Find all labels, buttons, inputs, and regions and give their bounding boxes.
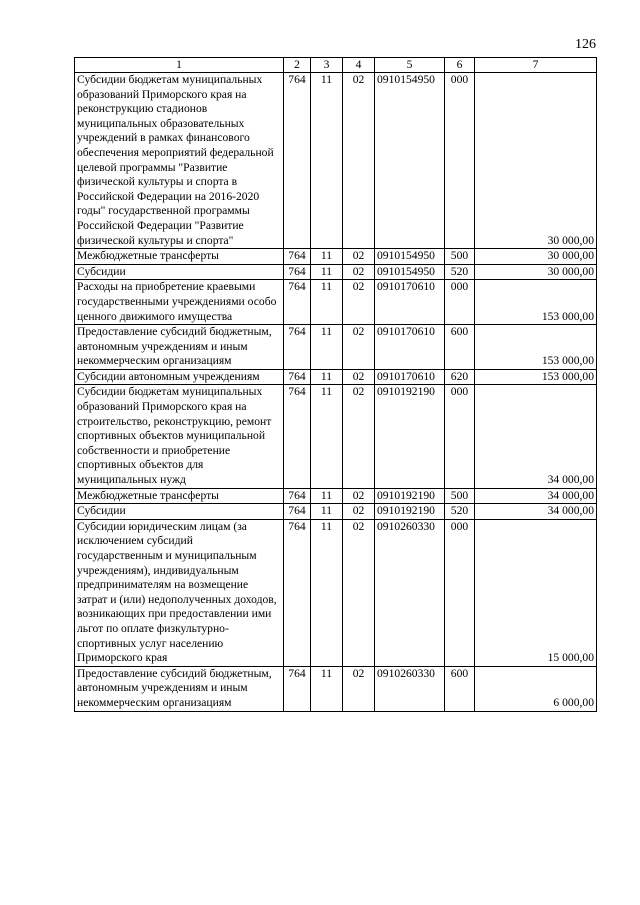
subsection-code-cell: 02 xyxy=(343,385,375,488)
table-row xyxy=(75,249,597,265)
amount-cell: 6 000,00 xyxy=(475,666,597,711)
ministry-code-cell: 764 xyxy=(284,369,311,385)
budget-table xyxy=(74,57,597,712)
table-row xyxy=(75,519,597,666)
column-header: 6 xyxy=(445,58,475,73)
table-row xyxy=(75,73,597,249)
item-name-cell: Субсидии xyxy=(75,504,284,520)
section-code-cell: 11 xyxy=(311,264,343,280)
expense-type-cell: 520 xyxy=(445,264,475,280)
expense-type-cell: 000 xyxy=(445,385,475,488)
subsection-code-cell: 02 xyxy=(343,369,375,385)
table-row xyxy=(75,504,597,520)
item-name-cell: Субсидии бюджетам муниципальных образований Приморского края на реконструкцию стадионов муниципальных образовательных учреждений в рамках финансового обеспечения мероприятий федеральной целевой программы "Развитие физической культуры и спорта в Российской Федерации на 2016-2020 годы" государственной программы Российской Федерации "Развитие физической культуры и спорта" xyxy=(75,73,284,249)
amount-cell: 30 000,00 xyxy=(475,73,597,249)
amount-cell: 34 000,00 xyxy=(475,385,597,488)
ministry-code-cell: 764 xyxy=(284,504,311,520)
target-article-cell: 0910260330 xyxy=(375,519,445,666)
column-header: 2 xyxy=(284,58,311,73)
target-article-cell: 0910192190 xyxy=(375,504,445,520)
item-name-cell: Субсидии бюджетам муниципальных образований Приморского края на строительство, реконструкцию, ремонт спортивных объектов муниципальной собственности и приобретение спортивных объектов для муниципальных нужд xyxy=(75,385,284,488)
item-name-cell: Предоставление субсидий бюджетным, автономным учреждениям и иным некоммерческим организациям xyxy=(75,666,284,711)
item-name-cell: Межбюджетные трансферты xyxy=(75,488,284,504)
amount-cell: 153 000,00 xyxy=(475,369,597,385)
section-code-cell: 11 xyxy=(311,249,343,265)
target-article-cell: 0910192190 xyxy=(375,488,445,504)
amount-cell: 34 000,00 xyxy=(475,488,597,504)
amount-cell: 34 000,00 xyxy=(475,504,597,520)
section-code-cell: 11 xyxy=(311,666,343,711)
ministry-code-cell: 764 xyxy=(284,325,311,370)
subsection-code-cell: 02 xyxy=(343,519,375,666)
section-code-cell: 11 xyxy=(311,280,343,325)
subsection-code-cell: 02 xyxy=(343,666,375,711)
ministry-code-cell: 764 xyxy=(284,666,311,711)
item-name-cell: Субсидии юридическим лицам (за исключением субсидий государственным и муниципальным учреждениям), индивидуальным предпринимателям на возмещение затрат и (или) недополученных доходов, возникающих при предоставлении ими льгот по оплате физкультурно-спортивных услуг населению Приморского края xyxy=(75,519,284,666)
expense-type-cell: 000 xyxy=(445,73,475,249)
subsection-code-cell: 02 xyxy=(343,280,375,325)
target-article-cell: 0910170610 xyxy=(375,325,445,370)
expense-type-cell: 520 xyxy=(445,504,475,520)
table-row xyxy=(75,280,597,325)
section-code-cell: 11 xyxy=(311,369,343,385)
item-name-cell: Субсидии автономным учреждениям xyxy=(75,369,284,385)
expense-type-cell: 600 xyxy=(445,325,475,370)
ministry-code-cell: 764 xyxy=(284,73,311,249)
column-header: 4 xyxy=(343,58,375,73)
item-name-cell: Субсидии xyxy=(75,264,284,280)
ministry-code-cell: 764 xyxy=(284,249,311,265)
column-header: 3 xyxy=(311,58,343,73)
table-row xyxy=(75,488,597,504)
table-row xyxy=(75,369,597,385)
subsection-code-cell: 02 xyxy=(343,488,375,504)
subsection-code-cell: 02 xyxy=(343,325,375,370)
target-article-cell: 0910260330 xyxy=(375,666,445,711)
target-article-cell: 0910170610 xyxy=(375,369,445,385)
section-code-cell: 11 xyxy=(311,488,343,504)
amount-cell: 153 000,00 xyxy=(475,325,597,370)
target-article-cell: 0910154950 xyxy=(375,73,445,249)
ministry-code-cell: 764 xyxy=(284,488,311,504)
table-row xyxy=(75,264,597,280)
ministry-code-cell: 764 xyxy=(284,385,311,488)
target-article-cell: 0910154950 xyxy=(375,264,445,280)
column-header: 1 xyxy=(75,58,284,73)
target-article-cell: 0910154950 xyxy=(375,249,445,265)
section-code-cell: 11 xyxy=(311,73,343,249)
subsection-code-cell: 02 xyxy=(343,264,375,280)
ministry-code-cell: 764 xyxy=(284,280,311,325)
expense-type-cell: 500 xyxy=(445,488,475,504)
section-code-cell: 11 xyxy=(311,385,343,488)
expense-type-cell: 000 xyxy=(445,280,475,325)
amount-cell: 30 000,00 xyxy=(475,249,597,265)
section-code-cell: 11 xyxy=(311,504,343,520)
amount-cell: 15 000,00 xyxy=(475,519,597,666)
amount-cell: 30 000,00 xyxy=(475,264,597,280)
amount-cell: 153 000,00 xyxy=(475,280,597,325)
target-article-cell: 0910192190 xyxy=(375,385,445,488)
ministry-code-cell: 764 xyxy=(284,519,311,666)
table-row xyxy=(75,666,597,711)
column-header: 5 xyxy=(375,58,445,73)
column-header: 7 xyxy=(475,58,597,73)
item-name-cell: Расходы на приобретение краевыми государственными учреждениями особо ценного движимого имущества xyxy=(75,280,284,325)
target-article-cell: 0910170610 xyxy=(375,280,445,325)
expense-type-cell: 500 xyxy=(445,249,475,265)
table-row xyxy=(75,385,597,488)
item-name-cell: Межбюджетные трансферты xyxy=(75,249,284,265)
expense-type-cell: 000 xyxy=(445,519,475,666)
subsection-code-cell: 02 xyxy=(343,249,375,265)
page-number: 126 xyxy=(575,37,596,52)
subsection-code-cell: 02 xyxy=(343,504,375,520)
subsection-code-cell: 02 xyxy=(343,73,375,249)
ministry-code-cell: 764 xyxy=(284,264,311,280)
expense-type-cell: 620 xyxy=(445,369,475,385)
table-header-row xyxy=(75,58,597,73)
section-code-cell: 11 xyxy=(311,519,343,666)
section-code-cell: 11 xyxy=(311,325,343,370)
item-name-cell: Предоставление субсидий бюджетным, автономным учреждениям и иным некоммерческим организациям xyxy=(75,325,284,370)
table-row xyxy=(75,325,597,370)
expense-type-cell: 600 xyxy=(445,666,475,711)
